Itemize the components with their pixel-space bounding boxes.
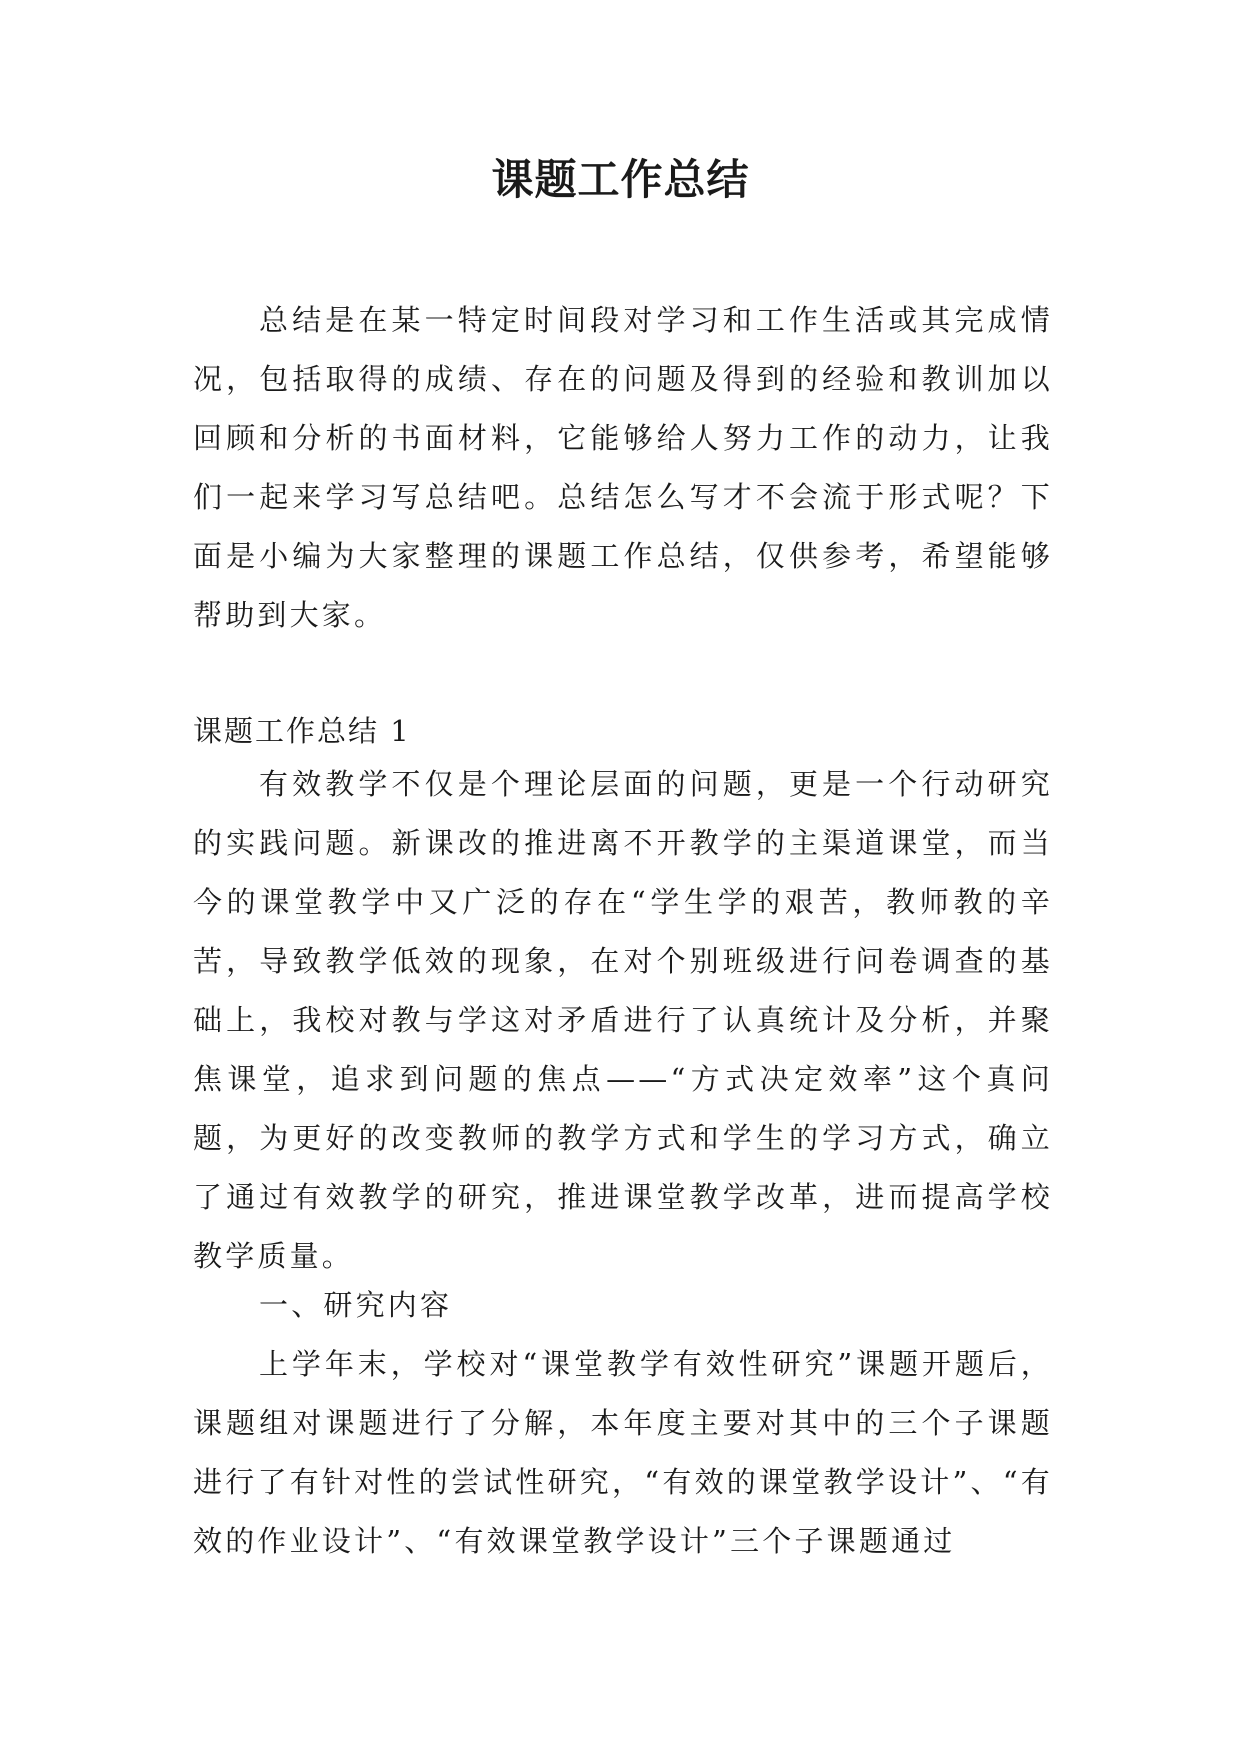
section-heading: 课题工作总结 1 (193, 714, 411, 748)
body-paragraph: 上学年末，学校对“课堂教学有效性研究”课题开题后，课题组对课题进行了分解，本年度主要对其中的三个子课题进行了有针对性的尝试性研究，“有效的课堂教学设计”、“有效的作业设计”、“有效课堂教学设计”三个子课题通过 (193, 1347, 1053, 1558)
body-paragraph: 有效教学不仅是个理论层面的问题，更是一个行动研究的实践问题。新课改的推进离不开教学的主渠道课堂，而当今的课堂教学中又广泛的存在“学生学的艰苦，教师教的辛苦，导致教学低效的现象，在对个别班级进行问卷调查的基础上，我校对教与学这对矛盾进行了认真统计及分析，并聚焦课堂，追求到问题的焦点——“方式决定效率”这个真问题，为更好的改变教师的教学方式和学生的学习方式，确立了通过有效教学的研究，推进课堂教学改革，进而提高学校教学质量。 (193, 767, 1053, 1273)
intro-paragraph: 总结是在某一特定时间段对学习和工作生活或其完成情况，包括取得的成绩、存在的问题及得到的经验和教训加以回顾和分析的书面材料，它能够给人努力工作的动力，让我们一起来学习写总结吧。总结怎么写才不会流于形式呢？下面是小编为大家整理的课题工作总结，仅供参考，希望能够帮助到大家。 (193, 303, 1053, 632)
document-title: 课题工作总结 (491, 155, 750, 204)
subsection-heading: 一、研究内容 (259, 1288, 453, 1322)
